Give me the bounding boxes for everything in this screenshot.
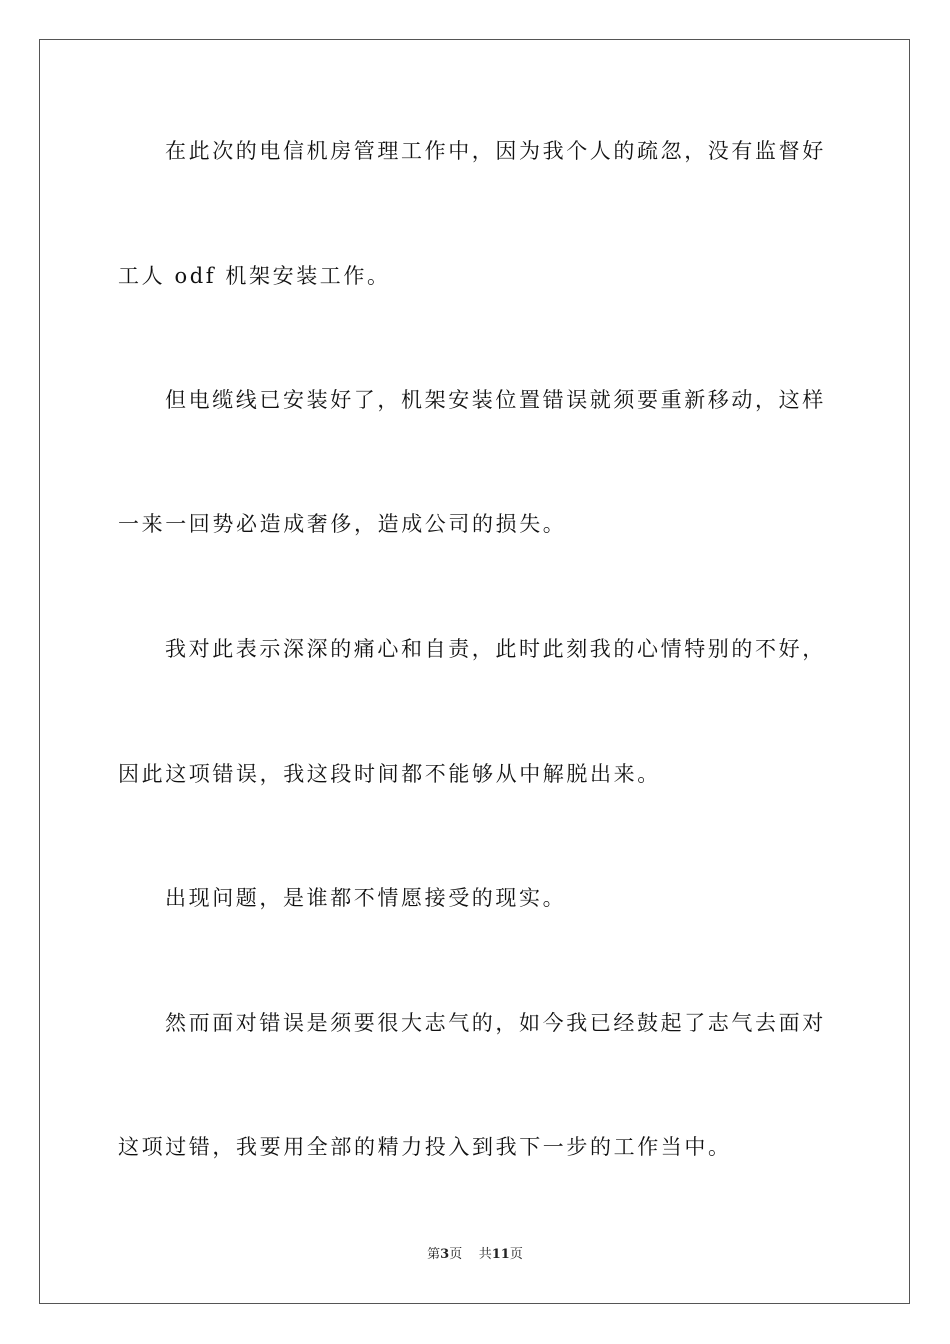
paragraph-2-line-1: 但电缆线已安装好了，机架安装位置错误就须要重新移动，这样	[165, 388, 826, 412]
paragraph-3-line-1: 我对此表示深深的痛心和自责，此时此刻我的心情特别的不好，	[165, 637, 826, 661]
paragraph-5-line-1: 然而面对错误是须要很大志气的，如今我已经鼓起了志气去面对	[165, 1011, 826, 1035]
total-suffix: 页	[509, 1247, 523, 1262]
page-suffix: 页	[449, 1247, 463, 1262]
page-number: 3	[440, 1247, 450, 1262]
paragraph-5-line-2: 这项过错，我要用全部的精力投入到我下一步的工作当中。	[118, 1135, 732, 1159]
page-footer	[0, 1247, 950, 1263]
paragraph-2-line-2: 一来一回势必造成奢侈，造成公司的损失。	[118, 512, 567, 536]
paragraph-1-line-2: 工人 odf 机架安装工作。	[118, 264, 391, 288]
paragraph-1-line-1: 在此次的电信机房管理工作中，因为我个人的疏忽，没有监督好	[165, 139, 826, 163]
total-prefix: 共	[478, 1247, 492, 1262]
total-pages: 11	[491, 1247, 510, 1262]
paragraph-4-line-1: 出现问题，是谁都不情愿接受的现实。	[165, 886, 567, 910]
page-frame	[39, 39, 910, 1304]
paragraph-3-line-2: 因此这项错误，我这段时间都不能够从中解脱出来。	[118, 762, 661, 786]
page-prefix: 第	[427, 1247, 441, 1262]
